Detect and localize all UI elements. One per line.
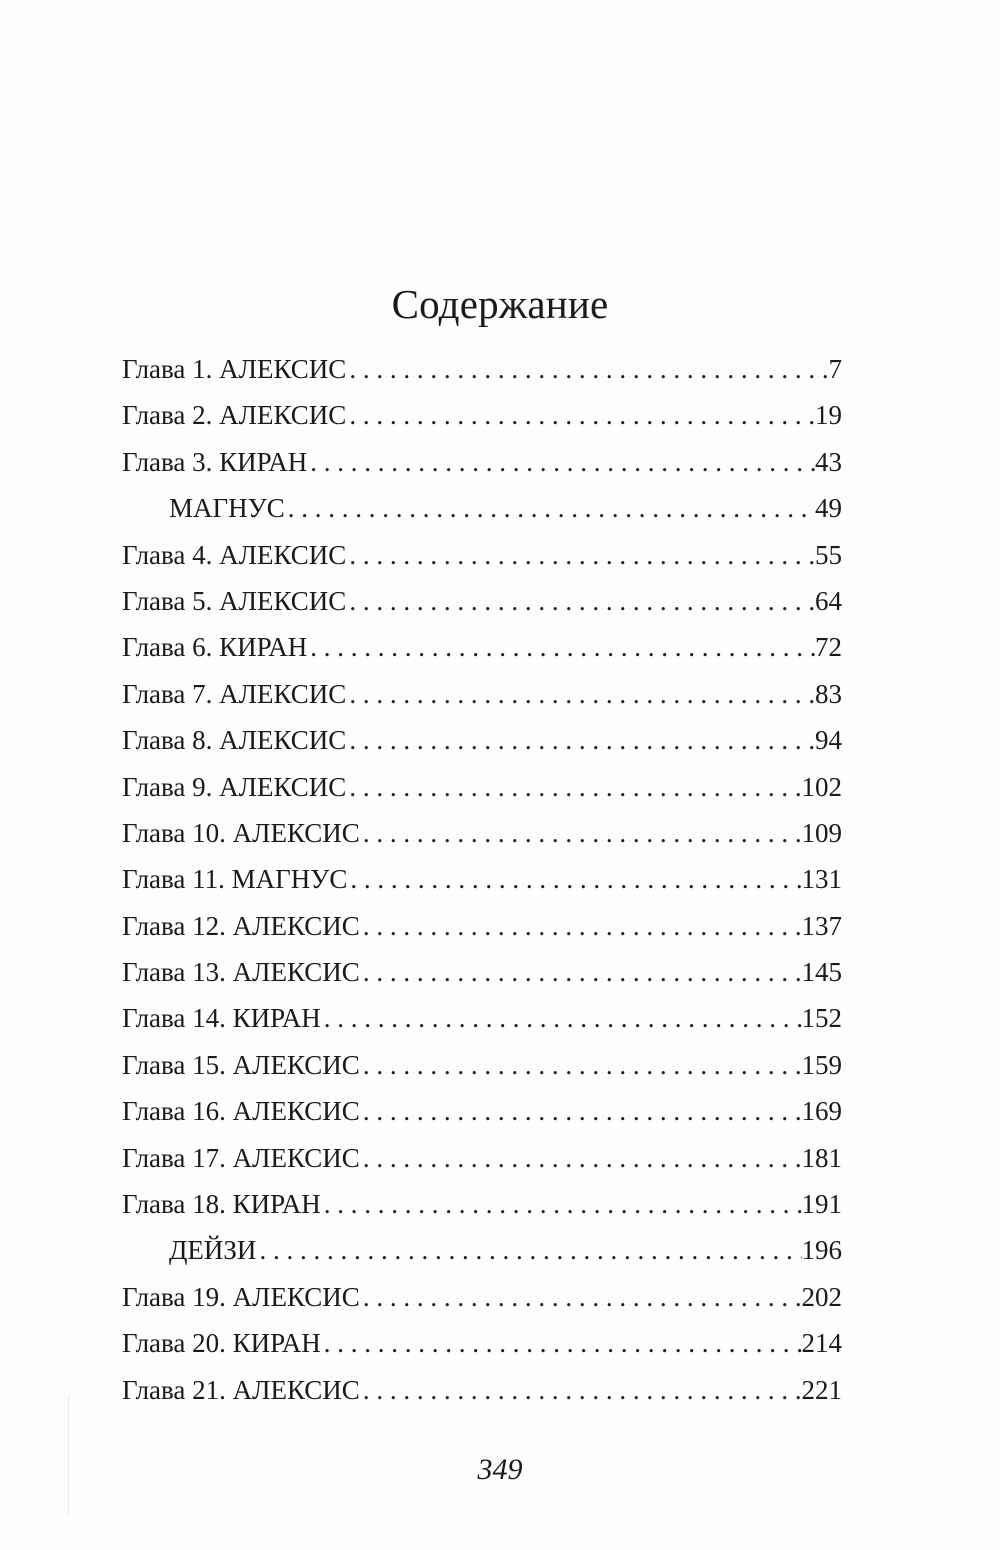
toc-entry-label: Глава 1. АЛЕКСИС [122,354,347,384]
toc-entry-label: Глава 20. КИРАН [122,1328,321,1359]
toc-entry [122,392,842,438]
toc-entry [122,485,842,531]
toc-entry [122,532,842,578]
toc-entry [122,1088,842,1134]
toc-entry-page: 202 [801,1281,842,1312]
dot-leader [346,671,815,717]
toc-entry-page: 102 [801,771,842,802]
dot-leader [346,717,815,763]
toc-entry-page: 64 [815,585,842,616]
dot-leader [307,624,815,670]
toc-entry [122,856,842,902]
dot-leader [346,578,815,624]
toc-entry-label: Глава 8. АЛЕКСИС [122,725,347,756]
dot-leader [360,1274,802,1320]
toc-entry-page: 137 [801,910,842,941]
toc-entry-label: Глава 5. АЛЕКСИС [122,585,347,616]
table-of-contents [122,346,842,1413]
dot-leader [256,1227,801,1273]
dot-leader [346,532,815,578]
toc-entry-label: Глава 14. КИРАН [122,1003,321,1034]
toc-entry-label: ДЕЙЗИ [169,1235,257,1266]
toc-entry [122,949,842,995]
toc-entry-label: Глава 3. КИРАН [122,446,308,477]
toc-entry-page: 169 [801,1096,842,1127]
toc-entry-label: Глава 9. АЛЕКСИС [122,771,347,802]
toc-entry-label: Глава 11. МАГНУС [122,864,348,895]
toc-entry-label: Глава 13. АЛЕКСИС [122,957,360,988]
toc-entry-label: Глава 10. АЛЕКСИС [122,817,360,848]
dot-leader [347,856,801,902]
toc-entry-page: 131 [801,864,842,895]
toc-entry-page: 43 [815,446,842,477]
toc-entry-label: Глава 12. АЛЕКСИС [122,910,360,941]
toc-entry-page: 214 [801,1328,842,1359]
toc-entry [122,1320,842,1366]
toc-entry [122,346,842,392]
dot-leader [346,392,815,438]
toc-entry-page: 7 [828,354,842,384]
dot-leader [321,995,802,1041]
toc-entry-page: 55 [815,539,842,570]
toc-entry [122,1227,842,1273]
toc-entry [122,439,842,485]
toc-entry-page: 159 [801,1049,842,1080]
toc-entry [122,717,842,763]
toc-entry [122,1135,842,1181]
dot-leader [321,1181,802,1227]
dot-leader [360,1367,802,1413]
dot-leader [360,1135,802,1181]
dot-leader [307,439,815,485]
toc-entry-label: Глава 4. АЛЕКСИС [122,539,347,570]
toc-entry-page: 49 [815,493,842,524]
toc-entry [122,1181,842,1227]
toc-entry-page: 83 [815,678,842,709]
toc-entry-label: Глава 7. АЛЕКСИС [122,678,347,709]
page-title: Содержание [391,281,609,327]
toc-entry-label: Глава 18. КИРАН [122,1189,321,1220]
page-number: 349 [477,1453,523,1486]
toc-entry [122,764,842,810]
toc-entry-page: 72 [815,632,842,663]
toc-entry-label: Глава 21. АЛЕКСИС [122,1374,360,1405]
toc-entry-label: Глава 17. АЛЕКСИС [122,1142,360,1173]
dot-leader [346,764,801,810]
toc-entry-page: 196 [801,1235,842,1266]
dot-leader [360,949,802,995]
dot-leader [360,903,802,949]
toc-entry-page: 94 [815,725,842,756]
toc-entry [122,810,842,856]
toc-entry-page: 191 [801,1189,842,1220]
toc-entry [122,1042,842,1088]
toc-entry-page: 221 [801,1374,842,1405]
toc-entry-label: МАГНУС [169,493,285,524]
toc-entry-page: 145 [801,957,842,988]
dot-leader [360,1088,802,1134]
toc-entry [122,624,842,670]
toc-entry [122,671,842,717]
dot-leader [360,810,802,856]
toc-entry-label: Глава 6. КИРАН [122,632,308,663]
dot-leader [321,1320,802,1366]
toc-entry-page: 152 [801,1003,842,1034]
toc-entry-label: Глава 19. АЛЕКСИС [122,1281,360,1312]
toc-entry [122,578,842,624]
toc-entry-page: 19 [815,400,842,431]
toc-entry [122,903,842,949]
dot-leader [285,485,815,531]
toc-entry [122,1367,842,1413]
toc-entry-label: Глава 2. АЛЕКСИС [122,400,347,431]
toc-entry [122,1274,842,1320]
dot-leader [360,1042,802,1088]
toc-entry [122,995,842,1041]
toc-entry-label: Глава 16. АЛЕКСИС [122,1096,360,1127]
toc-entry-page: 181 [801,1142,842,1173]
toc-entry-page: 109 [801,817,842,848]
toc-entry-label: Глава 15. АЛЕКСИС [122,1049,360,1080]
dot-leader [346,346,828,392]
